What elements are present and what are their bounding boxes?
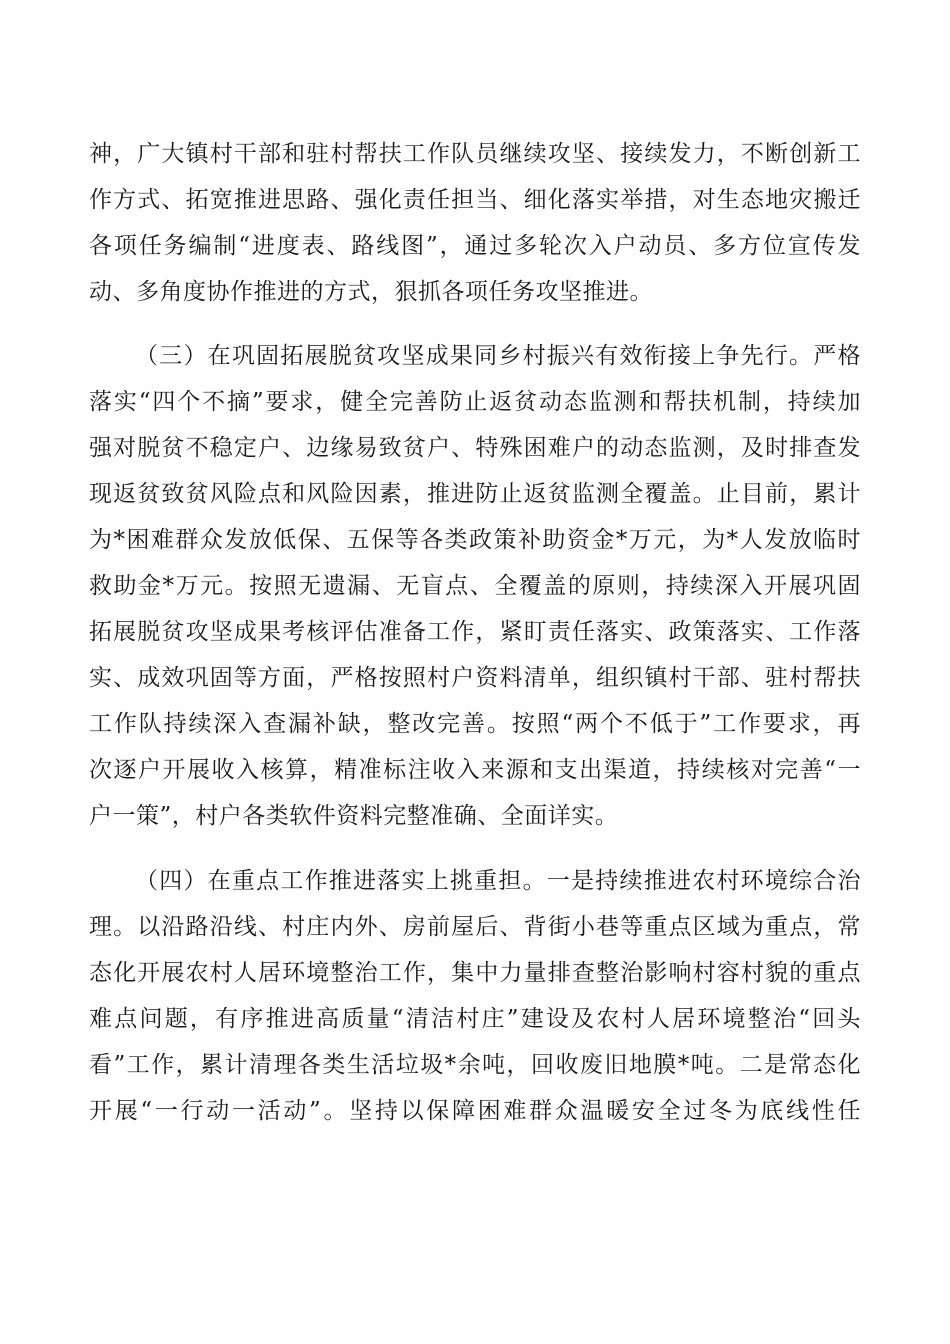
text-line: 实、成效巩固等方面，严格按照村户资料清单，组织镇村干部、驻村帮扶 (89, 665, 861, 691)
section-heading-line: （四）在重点工作推进落实上挑重担。一是持续推进农村环境综合治 (135, 868, 861, 894)
text-line: 现返贫致贫风险点和风险因素，推进防止返贫监测全覆盖。止目前，累计 (89, 481, 861, 507)
text-line: 救助金*万元。按照无遗漏、无盲点、全覆盖的原则，持续深入开展巩固 (89, 573, 861, 599)
text-line: 开展“一行动一活动”。坚持以保障困难群众温暖安全过冬为底线性任 (89, 1098, 861, 1124)
text-line: 工作队持续深入查漏补缺，整改完善。按照“两个不低于”工作要求，再 (89, 711, 861, 737)
text-line: 强对脱贫不稳定户、边缘易致贫户、特殊困难户的动态监测，及时排查发 (89, 435, 861, 461)
text-line: 神，广大镇村干部和驻村帮扶工作队员继续攻坚、接续发力，不断创新工 (89, 141, 861, 167)
text-line: 看”工作，累计清理各类生活垃圾*余吨，回收废旧地膜*吨。二是常态化 (89, 1052, 861, 1078)
text-line: 各项任务编制“进度表、路线图”，通过多轮次入户动员、多方位宣传发 (89, 233, 861, 259)
text-line: 为*困难群众发放低保、五保等各类政策补助资金*万元，为*人发放临时 (89, 527, 861, 553)
text-line: 落实“四个不摘”要求，健全完善防止返贫动态监测和帮扶机制，持续加 (89, 389, 861, 415)
text-line: 次逐户开展收入核算，精准标注收入来源和支出渠道，持续核对完善“一 (89, 757, 861, 783)
section-heading-line: （三）在巩固拓展脱贫攻坚成果同乡村振兴有效衔接上争先行。严格 (135, 343, 861, 369)
text-line: 态化开展农村人居环境整治工作，集中力量排查整治影响村容村貌的重点 (89, 960, 861, 986)
text-line: 拓展脱贫攻坚成果考核评估准备工作，紧盯责任落实、政策落实、工作落 (89, 619, 861, 645)
text-line: 难点问题，有序推进高质量“清洁村庄”建设及农村人居环境整治“回头 (89, 1006, 861, 1032)
text-line: 户一策”，村户各类软件资料完整准确、全面详实。 (89, 803, 619, 829)
text-line: 理。以沿路沿线、村庄内外、房前屋后、背街小巷等重点区域为重点，常 (89, 914, 861, 940)
text-line: 动、多角度协作推进的方式，狠抓各项任务攻坚推进。 (89, 279, 653, 305)
text-line: 作方式、拓宽推进思路、强化责任担当、细化落实举措，对生态地灾搬迁 (89, 187, 861, 213)
